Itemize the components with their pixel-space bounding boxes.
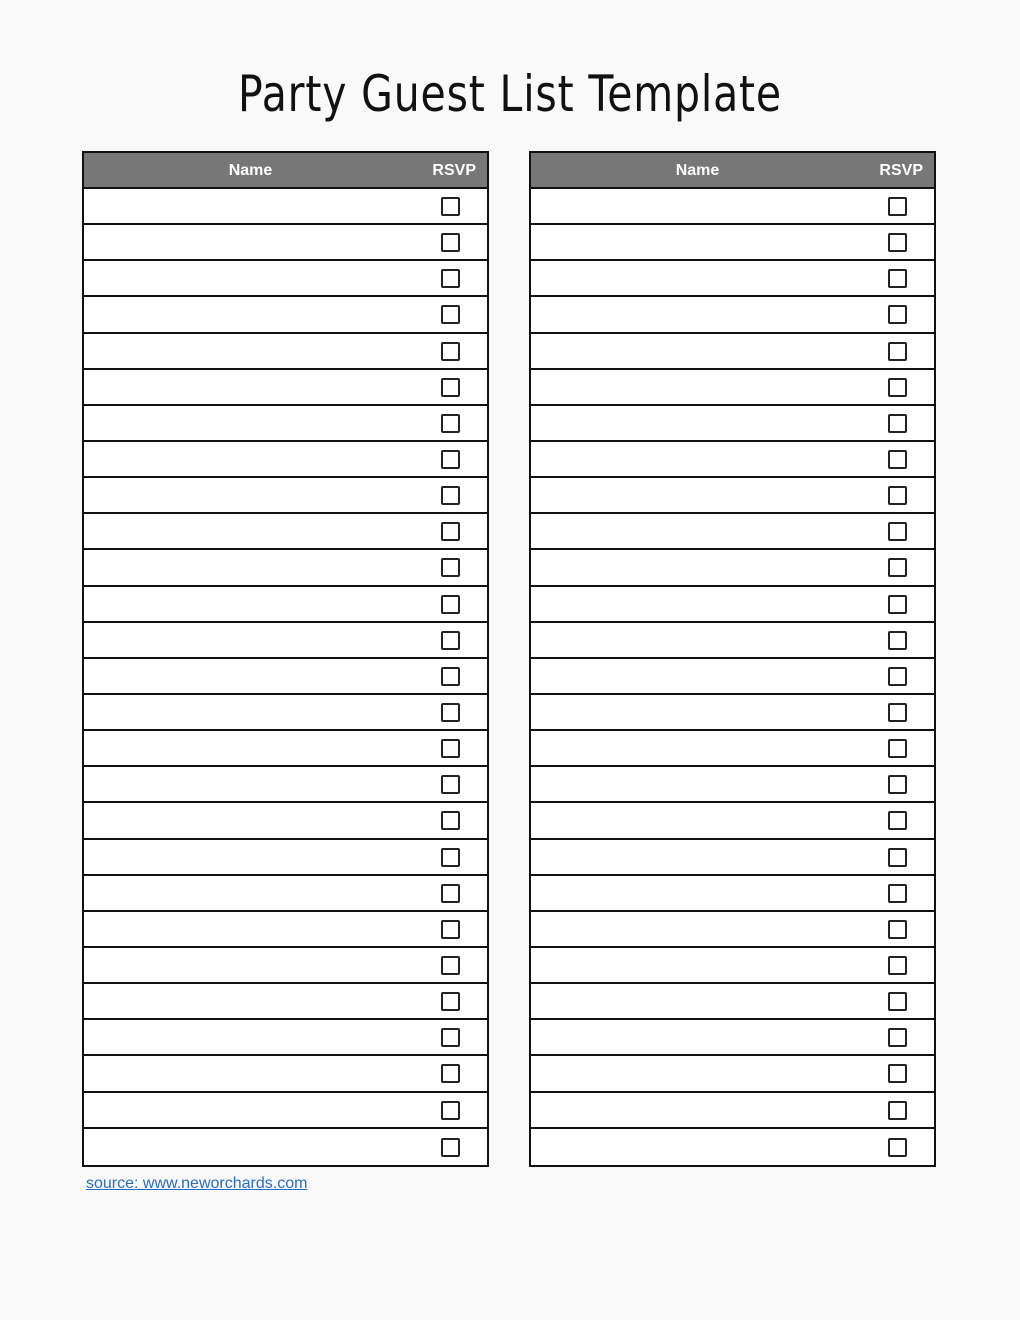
guest-name-cell[interactable]	[84, 587, 414, 621]
table-row	[531, 984, 934, 1020]
rsvp-checkbox[interactable]	[888, 414, 907, 433]
table-row	[84, 1093, 487, 1129]
table-row	[531, 731, 934, 767]
rsvp-checkbox[interactable]	[888, 1138, 907, 1157]
table-row	[84, 912, 487, 948]
rsvp-checkbox[interactable]	[888, 486, 907, 505]
table-row	[531, 587, 934, 623]
guest-name-cell[interactable]	[531, 550, 861, 584]
guest-name-cell[interactable]	[84, 189, 414, 223]
guest-name-cell[interactable]	[84, 731, 414, 765]
guest-name-cell[interactable]	[531, 695, 861, 729]
rsvp-checkbox[interactable]	[888, 848, 907, 867]
rsvp-checkbox[interactable]	[441, 378, 460, 397]
table-row	[84, 225, 487, 261]
rsvp-checkbox[interactable]	[441, 631, 460, 650]
guest-name-cell[interactable]	[531, 1020, 861, 1054]
guest-name-cell[interactable]	[84, 442, 414, 476]
table-row	[531, 370, 934, 406]
rsvp-checkbox[interactable]	[888, 703, 907, 722]
table-row	[84, 406, 487, 442]
table-row	[531, 406, 934, 442]
rsvp-checkbox[interactable]	[888, 595, 907, 614]
table-row	[84, 876, 487, 912]
rsvp-checkbox[interactable]	[441, 848, 460, 867]
guest-name-cell[interactable]	[531, 948, 861, 982]
table-row	[84, 840, 487, 876]
table-row	[84, 695, 487, 731]
guest-name-cell[interactable]	[84, 876, 414, 910]
guest-table-left	[82, 151, 489, 1167]
table-row	[84, 659, 487, 695]
guest-name-cell[interactable]	[84, 767, 414, 801]
guest-name-cell[interactable]	[531, 370, 861, 404]
rsvp-checkbox[interactable]	[888, 920, 907, 939]
rsvp-column-header: RSVP	[432, 162, 476, 179]
rsvp-checkbox[interactable]	[441, 450, 460, 469]
table-row	[531, 767, 934, 803]
rsvp-checkbox[interactable]	[888, 342, 907, 361]
guest-name-cell[interactable]	[531, 189, 861, 223]
guest-name-cell[interactable]	[84, 406, 414, 440]
source-link[interactable]: source: www.neworchards.com	[86, 1175, 308, 1192]
table-row	[531, 840, 934, 876]
name-column-header: Name	[228, 162, 273, 179]
table-row	[531, 297, 934, 333]
table-row	[531, 334, 934, 370]
table-row	[531, 695, 934, 731]
table-row	[84, 1056, 487, 1092]
rsvp-checkbox[interactable]	[888, 884, 907, 903]
table-row	[84, 189, 487, 225]
guest-name-cell[interactable]	[531, 514, 861, 548]
rsvp-checkbox[interactable]	[441, 775, 460, 794]
guest-name-cell[interactable]	[84, 840, 414, 874]
rsvp-checkbox[interactable]	[441, 522, 460, 541]
rsvp-checkbox[interactable]	[888, 811, 907, 830]
table-row	[531, 912, 934, 948]
table-row	[531, 876, 934, 912]
guest-name-cell[interactable]	[84, 1129, 414, 1165]
rsvp-checkbox[interactable]	[441, 667, 460, 686]
guest-name-cell[interactable]	[84, 334, 414, 368]
table-row	[84, 370, 487, 406]
table-row	[531, 1056, 934, 1092]
guest-name-cell[interactable]	[84, 623, 414, 657]
rsvp-checkbox[interactable]	[441, 269, 460, 288]
guest-name-cell[interactable]	[84, 803, 414, 837]
table-row	[84, 442, 487, 478]
name-column-header: Name	[675, 162, 720, 179]
guest-name-cell[interactable]	[84, 225, 414, 259]
rsvp-checkbox[interactable]	[888, 233, 907, 252]
rsvp-checkbox[interactable]	[441, 956, 460, 975]
rsvp-checkbox[interactable]	[888, 269, 907, 288]
table-row	[531, 623, 934, 659]
rsvp-checkbox[interactable]	[441, 884, 460, 903]
table-row	[84, 514, 487, 550]
rsvp-checkbox[interactable]	[441, 595, 460, 614]
rsvp-checkbox[interactable]	[888, 1101, 907, 1120]
guest-name-cell[interactable]	[84, 695, 414, 729]
table-row	[531, 514, 934, 550]
page-title: Party Guest List Template	[238, 65, 782, 123]
rsvp-checkbox[interactable]	[888, 992, 907, 1011]
guest-name-cell[interactable]	[531, 1093, 861, 1127]
table-row	[531, 225, 934, 261]
table-row	[84, 550, 487, 586]
rsvp-checkbox[interactable]	[441, 703, 460, 722]
guest-name-cell[interactable]	[531, 406, 861, 440]
rsvp-checkbox[interactable]	[441, 920, 460, 939]
table-row	[531, 261, 934, 297]
rsvp-checkbox[interactable]	[441, 1138, 460, 1157]
guest-name-cell[interactable]	[531, 912, 861, 946]
rsvp-checkbox[interactable]	[888, 1028, 907, 1047]
rsvp-checkbox[interactable]	[441, 197, 460, 216]
rsvp-column-header: RSVP	[879, 162, 923, 179]
guest-name-cell[interactable]	[84, 478, 414, 512]
table-row	[84, 1129, 487, 1165]
guest-table-right	[529, 151, 936, 1167]
table-row	[84, 948, 487, 984]
table-row	[531, 1093, 934, 1129]
guest-name-cell[interactable]	[84, 261, 414, 295]
table-row	[84, 1020, 487, 1056]
table-row	[531, 442, 934, 478]
rsvp-checkbox[interactable]	[888, 631, 907, 650]
table-row	[531, 1129, 934, 1165]
guest-name-cell[interactable]	[84, 550, 414, 584]
rsvp-checkbox[interactable]	[441, 342, 460, 361]
rsvp-checkbox[interactable]	[888, 378, 907, 397]
rsvp-checkbox[interactable]	[888, 667, 907, 686]
table-row	[84, 334, 487, 370]
guest-name-cell[interactable]	[531, 659, 861, 693]
rsvp-checkbox[interactable]	[441, 739, 460, 758]
guest-name-cell[interactable]	[531, 1056, 861, 1090]
rsvp-checkbox[interactable]	[888, 956, 907, 975]
table-row	[84, 803, 487, 839]
rsvp-checkbox[interactable]	[888, 775, 907, 794]
guest-name-cell[interactable]	[84, 984, 414, 1018]
table-row	[531, 659, 934, 695]
rsvp-checkbox[interactable]	[441, 233, 460, 252]
rsvp-checkbox[interactable]	[441, 414, 460, 433]
rsvp-checkbox[interactable]	[888, 739, 907, 758]
table-row	[84, 623, 487, 659]
rsvp-checkbox[interactable]	[441, 1064, 460, 1083]
guest-name-cell[interactable]	[84, 1020, 414, 1054]
table-row	[84, 261, 487, 297]
guest-name-cell[interactable]	[84, 912, 414, 946]
rsvp-checkbox[interactable]	[441, 558, 460, 577]
guest-name-cell[interactable]	[84, 1093, 414, 1127]
table-row	[531, 478, 934, 514]
guest-name-cell[interactable]	[531, 297, 861, 331]
guest-name-cell[interactable]	[531, 587, 861, 621]
guest-name-cell[interactable]	[531, 478, 861, 512]
rsvp-checkbox[interactable]	[888, 522, 907, 541]
rsvp-checkbox[interactable]	[441, 486, 460, 505]
table-row	[531, 948, 934, 984]
table-row	[84, 587, 487, 623]
table-row	[84, 478, 487, 514]
rsvp-checkbox[interactable]	[441, 305, 460, 324]
table-row	[531, 550, 934, 586]
rsvp-checkbox[interactable]	[888, 450, 907, 469]
guest-name-cell[interactable]	[84, 659, 414, 693]
guest-name-cell[interactable]	[531, 876, 861, 910]
guest-name-cell[interactable]	[531, 767, 861, 801]
rsvp-checkbox[interactable]	[441, 992, 460, 1011]
table-row	[84, 297, 487, 333]
guest-name-cell[interactable]	[84, 514, 414, 548]
table-row	[531, 1020, 934, 1056]
guest-name-cell[interactable]	[84, 370, 414, 404]
guest-name-cell[interactable]	[531, 731, 861, 765]
guest-name-cell[interactable]	[531, 442, 861, 476]
table-row	[531, 803, 934, 839]
rsvp-checkbox[interactable]	[888, 197, 907, 216]
guest-name-cell[interactable]	[531, 840, 861, 874]
table-header	[84, 153, 487, 189]
guest-name-cell[interactable]	[84, 1056, 414, 1090]
guest-name-cell[interactable]	[531, 225, 861, 259]
table-row	[84, 767, 487, 803]
table-row	[531, 189, 934, 225]
rsvp-checkbox[interactable]	[888, 305, 907, 324]
guest-name-cell[interactable]	[531, 1129, 861, 1165]
table-row	[84, 984, 487, 1020]
guest-name-cell[interactable]	[531, 261, 861, 295]
guest-name-cell[interactable]	[84, 948, 414, 982]
table-body	[84, 189, 487, 1165]
table-row	[84, 731, 487, 767]
rsvp-checkbox[interactable]	[441, 811, 460, 830]
rsvp-checkbox[interactable]	[888, 1064, 907, 1083]
guest-name-cell[interactable]	[84, 297, 414, 331]
rsvp-checkbox[interactable]	[441, 1101, 460, 1120]
table-body	[531, 189, 934, 1165]
table-header	[531, 153, 934, 189]
guest-name-cell[interactable]	[531, 803, 861, 837]
guest-name-cell[interactable]	[531, 623, 861, 657]
rsvp-checkbox[interactable]	[888, 558, 907, 577]
rsvp-checkbox[interactable]	[441, 1028, 460, 1047]
guest-name-cell[interactable]	[531, 984, 861, 1018]
guest-name-cell[interactable]	[531, 334, 861, 368]
